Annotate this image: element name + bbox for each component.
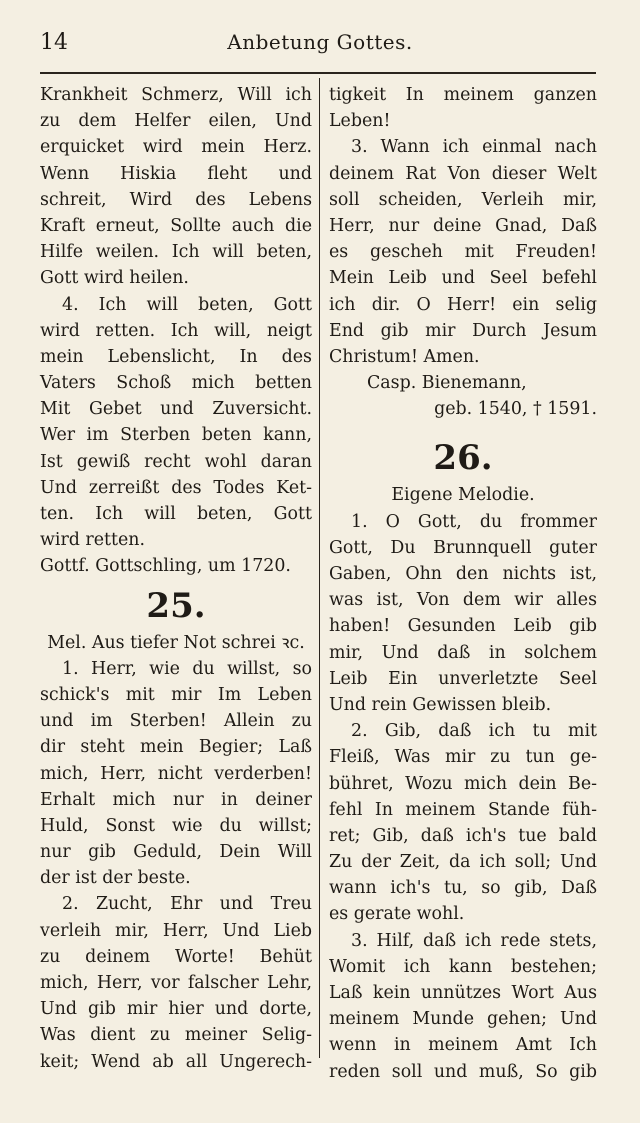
stanza-line: es gerate wohl. (329, 904, 465, 925)
stanza-line: und im Sterben! Allein zu (40, 711, 312, 732)
stanza-line: Leib Ein unverletzte Seel (329, 668, 597, 689)
stanza-line: Gaben, Ohn den nichts ist, (329, 564, 597, 584)
stanza-line: keit; Wend ab all Ungerech- (40, 1051, 312, 1072)
stanza-line: ret; Gib, daß ich's tue bald (329, 825, 597, 846)
page-number: 14 (40, 30, 68, 55)
running-head: Anbetung Gottes. (227, 30, 413, 54)
stanza-line: Ist gewiß recht wohl daran (40, 451, 312, 472)
stanza-line: End gib mir Durch Jesum (329, 320, 597, 341)
stanza-line: 3. Hilf, daß ich rede stets, (351, 930, 597, 951)
text-line: tigkeit In meinem ganzen (329, 85, 597, 105)
stanza-line: reden soll und muß, So gib (329, 1061, 597, 1082)
stanza-line: Mein Leib und Seel befehl (329, 268, 597, 289)
stanza-line: mich, Herr, nicht verderben! (40, 763, 312, 784)
stanza-line: soll scheiden, Verleih mir, (329, 189, 597, 210)
stanza-line: Wer im Sterben beten kann, (40, 425, 312, 446)
stanza-line: zu deinem Worte! Behüt (40, 946, 312, 967)
stanza-line: Und gib mir hier und dorte, (40, 999, 312, 1020)
stanza-line: fehl In meinem Stande füh- (329, 799, 597, 820)
text-line: erquicket wird mein Herz. (40, 137, 312, 158)
stanza-line: meinem Munde gehen; Und (329, 1009, 597, 1030)
stanza-line: Und zerreißt des Todes Ket- (40, 477, 312, 498)
stanza-line: Vaters Schoß mich betten (40, 373, 312, 394)
stanza-line: der ist der beste. (40, 868, 191, 889)
column-divider (319, 78, 320, 1058)
stanza-line: Gott, Du Brunnquell guter (329, 537, 597, 558)
text-line: Wenn Hiskia fleht und (40, 163, 312, 184)
stanza-line: Zu der Zeit, da ich soll; Und (329, 852, 597, 873)
stanza-line: wenn in meinem Amt Ich (329, 1035, 597, 1056)
stanza-line: 2. Zucht, Ehr und Treu (62, 894, 312, 915)
hymn-number: 26. (433, 438, 493, 479)
text-line: Krankheit Schmerz, Will ich (40, 85, 312, 105)
text-line: Leben! (329, 111, 391, 132)
stanza-line: schick's mit mir Im Leben (40, 684, 312, 705)
stanza-line: haben! Gesunden Leib gib (329, 616, 597, 637)
text-line: zu dem Helfer eilen, Und (40, 111, 312, 132)
author-dates: geb. 1540, † 1591. (434, 399, 597, 420)
stanza-line: Womit ich kann bestehen; (329, 956, 597, 977)
stanza-line: Mit Gebet und Zuversicht. (40, 399, 312, 420)
melody-indication: Mel. Aus tiefer Not schrei ꝛc. (47, 632, 305, 653)
author-attribution: Gottf. Gottschling, um 1720. (40, 556, 291, 577)
melody-indication: Eigene Melodie. (391, 485, 535, 506)
stanza-line: dir steht mein Begier; Laß (40, 737, 312, 758)
stanza-line: mir, Und daß in solchem (329, 642, 597, 663)
stanza-line: nur gib Geduld, Dein Will (40, 842, 312, 863)
stanza-line: wann ich's tu, so gib, Daß (329, 878, 597, 899)
stanza-line: 1. Herr, wie du willst, so (62, 658, 312, 679)
stanza-line: bühret, Wozu mich dein Be- (329, 773, 597, 794)
stanza-line: es gescheh mit Freuden! (329, 242, 597, 263)
stanza-line: Was dient zu meiner Selig- (40, 1025, 312, 1046)
stanza-line: wird retten. (40, 530, 146, 551)
text-line: schreit, Wird des Lebens (40, 189, 312, 210)
text-line: Kraft erneut, Sollte auch die (40, 215, 312, 236)
stanza-line: 1. O Gott, du frommer (351, 511, 597, 532)
stanza-line: Herr, nur deine Gnad, Daß (329, 215, 597, 236)
stanza-line: 2. Gib, daß ich tu mit (351, 721, 597, 742)
stanza-line: Huld, Sonst wie du willst; (40, 815, 312, 836)
right-column (329, 82, 597, 1085)
stanza-line: was ist, Von dem wir alles (329, 590, 597, 611)
stanza-line: mein Lebenslicht, In des (40, 346, 312, 367)
stanza-line: Fleiß, Was mir zu tun ge- (329, 747, 597, 768)
stanza-line: ich dir. O Herr! ein selig (329, 294, 597, 315)
hymn-number: 25. (146, 585, 206, 626)
stanza-line: verleih mir, Herr, Und Lieb (40, 920, 312, 941)
stanza-line: Laß kein unnützes Wort Aus (329, 983, 597, 1003)
author-attribution: Casp. Bienemann, (367, 373, 527, 394)
stanza-line: 4. Ich will beten, Gott (62, 294, 312, 315)
text-line: Gott wird heilen. (40, 268, 189, 289)
text-line: Hilfe weilen. Ich will beten, (40, 242, 312, 263)
stanza-line: ten. Ich will beten, Gott (40, 504, 312, 524)
left-column (40, 82, 312, 1075)
stanza-line: 3. Wann ich einmal nach (351, 137, 597, 158)
stanza-line: wird retten. Ich will, neigt (40, 320, 312, 341)
header-rule (40, 72, 596, 74)
stanza-line: mich, Herr, vor falscher Lehr, (40, 973, 312, 993)
stanza-line: Christum! Amen. (329, 346, 480, 367)
stanza-line: deinem Rat Von dieser Welt (329, 163, 597, 184)
stanza-line: Und rein Gewissen bleib. (329, 694, 552, 715)
stanza-line: Erhalt mich nur in deiner (40, 789, 312, 810)
